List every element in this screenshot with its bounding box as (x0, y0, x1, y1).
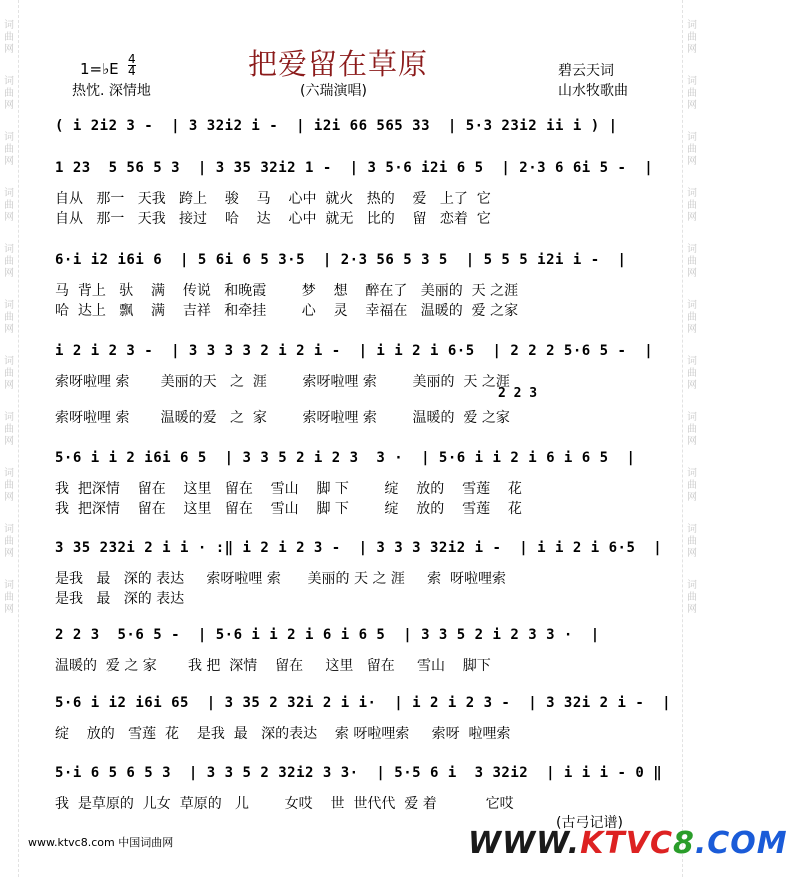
notation-line: ( i 2i2 3 - | 3 32i2 i - | i2i 66 565 33 | 5·3 23i2 ii i ) | (55, 118, 618, 134)
lyric-verse-1: 马 背上 驮 满 传说 和晚霞 梦 想 醉在了 美丽的 天 之涯 (55, 283, 519, 299)
lyric-verse-1: 是我 最 深的 表达 索呀啦哩 索 美丽的 天 之 涯 索 呀啦哩索 (55, 571, 507, 587)
notation-line: 1 23 5 56 5 3 | 3 35 32i2 1 - | 3 5·6 i2i 6 5 | 2·3 6 6i 5 - | (55, 160, 654, 176)
logo-part-www: WWW. (468, 826, 581, 861)
lyric-verse-2: 是我 最 深的 表达 (55, 591, 185, 607)
watermark-mark: 词 曲 网 (687, 580, 697, 615)
logo-part-brand: KTVC (580, 826, 674, 861)
alternate-notes: 2 2 3 (498, 386, 538, 401)
watermark-mark: 词 曲 网 (4, 468, 14, 503)
watermark-mark: 词 曲 网 (687, 468, 697, 503)
watermark-mark: 词 曲 网 (4, 132, 14, 167)
time-signature (128, 54, 136, 77)
watermark-mark: 词 曲 网 (687, 412, 697, 447)
watermark-mark: 词 曲 网 (687, 132, 697, 167)
notation-line: 5·6 i i2 i6i 65 | 3 35 2 32i 2 i i· | i 2 i 2 3 - | 3 32i 2 i - | (55, 695, 672, 711)
time-top: 4 (128, 52, 136, 66)
watermark-mark: 词 曲 网 (4, 524, 14, 559)
watermark-mark: 词 曲 网 (687, 188, 697, 223)
tempo-marking: 热忱. 深情地 (72, 83, 151, 99)
lyric-verse-2: 我 把深情 留在 这里 留在 雪山 脚 下 绽 放的 雪莲 花 (55, 501, 522, 517)
transcriber-credit: (古弓记谱) (556, 815, 623, 831)
watermark-mark: 词 曲 网 (687, 300, 697, 335)
performer: (六瑞演唱) (300, 83, 367, 99)
logo-part-domain: .COM (694, 826, 788, 861)
logo-part-digit: 8 (673, 826, 695, 861)
lyric-verse-1: 索呀啦哩 索 美丽的天 之 涯 索呀啦哩 索 美丽的 天 之涯 (55, 374, 510, 390)
watermark-mark: 词 曲 网 (687, 524, 697, 559)
watermark-mark: 词 曲 网 (4, 76, 14, 111)
watermark-mark: 词 曲 网 (687, 356, 697, 391)
time-bottom: 4 (128, 64, 136, 78)
watermark-mark: 词 曲 网 (4, 20, 14, 55)
song-title: 把爱留在草原 (248, 47, 429, 81)
notation-line: 5·6 i i 2 i6i 6 5 | 3 3 5 2 i 2 3 3 · | 5·6 i i 2 i 6 i 6 5 | (55, 450, 636, 466)
watermark-mark: 词 曲 网 (687, 76, 697, 111)
watermark-mark: 词 曲 网 (687, 20, 697, 55)
lyric-verse-1: 我 把深情 留在 这里 留在 雪山 脚 下 绽 放的 雪莲 花 (55, 481, 522, 497)
notation-line: 3 35 232i 2 i i · :‖ i 2 i 2 3 - | 3 3 3 32i2 i - | i i 2 i 6·5 | (55, 540, 663, 556)
composer: 山水牧歌曲 (558, 83, 628, 99)
notation-line: i 2 i 2 3 - | 3 3 3 3 2 i 2 i - | i i 2 i 6·5 | 2 2 2 5·6 5 - | (55, 343, 654, 359)
key-signature: 1=♭E (80, 60, 119, 78)
notation-line: 5·i 6 5 6 5 3 | 3 3 5 2 32i2 3 3· | 5·5 6 i 3 32i2 | i i i - 0 ‖ (55, 765, 663, 781)
watermark-mark: 词 曲 网 (4, 356, 14, 391)
lyric-verse-1: 温暖的 爱 之 家 我 把 深情 留在 这里 留在 雪山 脚下 (55, 658, 491, 674)
left-watermark-strip (0, 0, 19, 877)
site-logo (468, 826, 788, 861)
right-watermark-strip (682, 0, 701, 877)
site-footer-text: www.ktvc8.com 中国词曲网 (28, 836, 174, 849)
watermark-mark: 词 曲 网 (687, 244, 697, 279)
lyric-verse-2: 索呀啦哩 索 温暖的爱 之 家 索呀啦哩 索 温暖的 爱 之家 (55, 410, 510, 426)
watermark-mark: 词 曲 网 (4, 580, 14, 615)
watermark-mark: 词 曲 网 (4, 188, 14, 223)
notation-line: 2 2 3 5·6 5 - | 5·6 i i 2 i 6 i 6 5 | 3 3 5 2 i 2 3 3 · | (55, 627, 600, 643)
watermark-mark: 词 曲 网 (4, 300, 14, 335)
lyricist: 碧云天词 (558, 63, 614, 79)
lyric-verse-1: 绽 放的 雪莲 花 是我 最 深的表达 索 呀啦哩索 索呀 啦哩索 (55, 726, 511, 742)
watermark-mark: 词 曲 网 (4, 244, 14, 279)
lyric-verse-2: 自从 那一 天我 接过 哈 达 心中 就无 比的 留 恋着 它 (55, 211, 491, 227)
lyric-verse-2: 哈 达上 飘 满 吉祥 和牵挂 心 灵 幸福在 温暖的 爱 之家 (55, 303, 519, 319)
lyric-verse-1: 我 是草原的 儿女 草原的 儿 女哎 世 世代代 爱 着 它哎 (55, 796, 514, 812)
watermark-mark: 词 曲 网 (4, 412, 14, 447)
notation-line: 6·i i2 i6i 6 | 5 6i 6 5 3·5 | 2·3 56 5 3 5 | 5 5 5 i2i i - | (55, 252, 627, 268)
lyric-verse-1: 自从 那一 天我 跨上 骏 马 心中 就火 热的 爱 上了 它 (55, 191, 491, 207)
